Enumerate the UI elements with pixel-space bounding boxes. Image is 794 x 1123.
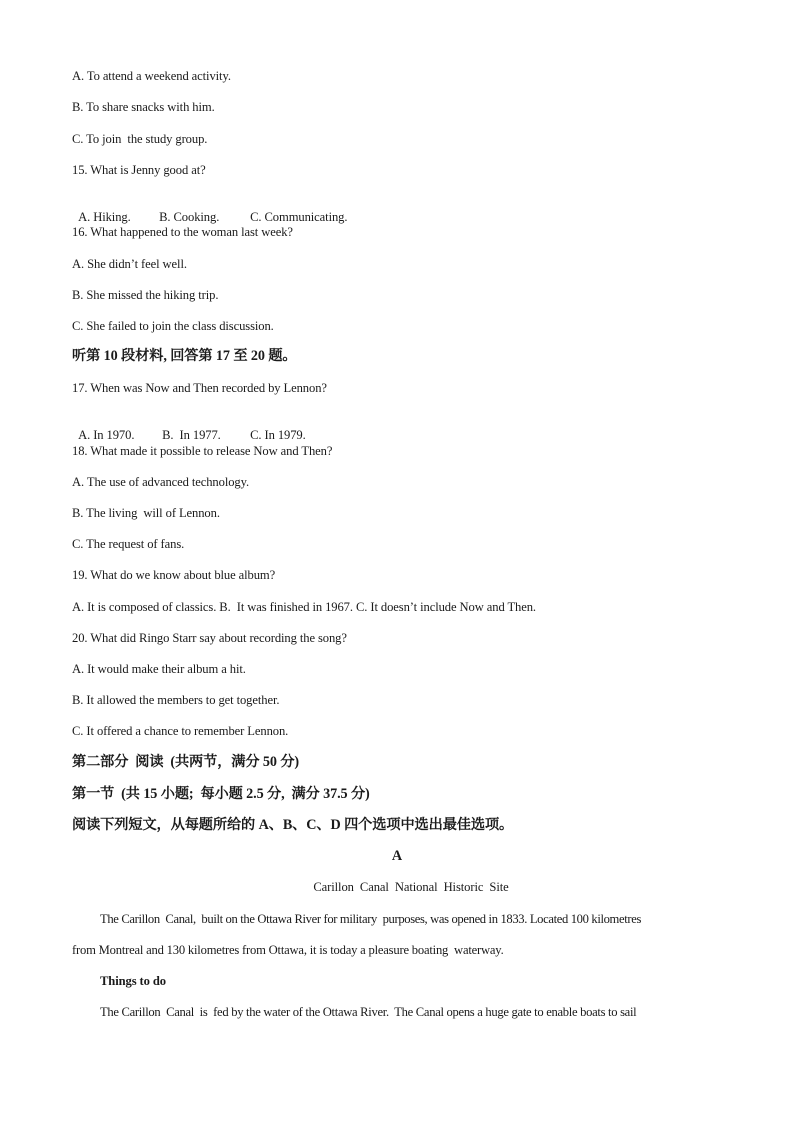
q16-option-a: A. She didn’t feel well. (72, 257, 187, 271)
q16-question: 16. What happened to the woman last week? (72, 225, 293, 239)
q18-option-a: A. The use of advanced technology. (72, 475, 250, 489)
q19-options: A. It is composed of classics. B. It was finished in 1967. C. It doesn’t include Now and Then. (72, 600, 536, 614)
passage-para1-line1: The Carillon Canal, built on the Ottawa River for military purposes, was opened in 1833. Located 100 kilometres (100, 912, 642, 926)
q14-option-c: C. To join the study group. (72, 132, 208, 146)
q16-option-b: B. She missed the hiking trip. (72, 288, 219, 302)
q15-option-c: C. Communicating. (250, 210, 348, 224)
q20-question: 20. What did Ringo Starr say about recording the song? (72, 631, 347, 645)
q15-question: 15. What is Jenny good at? (72, 163, 206, 177)
instructions: 阅读下列短文，从每题所给的 A、B、C、D 四个选项中选出最佳选项。 (72, 817, 514, 833)
q20-option-a: A. It would make their album a hit. (72, 662, 246, 676)
q20-option-c: C. It offered a chance to remember Lennon. (72, 724, 289, 738)
part2-heading: 第二部分 阅读 (共两节，满分 50 分) (72, 754, 300, 770)
q19-question: 19. What do we know about blue album? (72, 568, 276, 582)
passage-title: Carillon Canal National Historic Site (313, 880, 509, 894)
q15-options (72, 193, 347, 225)
passage-letter: A (391, 848, 403, 864)
passage-para2-line1: The Carillon Canal is fed by the water of the Ottawa River. The Canal opens a huge gate to enable boats to sail (100, 1005, 637, 1019)
q14-option-b: B. To share snacks with him. (72, 100, 215, 114)
q15-option-b: B. Cooking. (159, 210, 220, 224)
q14-option-a: A. To attend a weekend activity. (72, 69, 231, 83)
q17-option-b: B. In 1977. (162, 428, 221, 442)
q17-question: 17. When was Now and Then recorded by Lennon? (72, 381, 327, 395)
q16-option-c: C. She failed to join the class discussion. (72, 319, 274, 333)
q18-option-b: B. The living will of Lennon. (72, 506, 220, 520)
q17-option-a: A. In 1970. (78, 428, 135, 442)
passage-para1-line2: from Montreal and 130 kilometres from Ottawa, it is today a pleasure boating waterway. (72, 943, 504, 957)
q18-question: 18. What made it possible to release Now and Then? (72, 444, 333, 458)
passage-subheading: Things to do (100, 974, 166, 988)
q15-option-a: A. Hiking. (78, 210, 131, 224)
q17-options (72, 411, 306, 443)
q18-option-c: C. The request of fans. (72, 537, 185, 551)
q17-option-c: C. In 1979. (250, 428, 306, 442)
q20-option-b: B. It allowed the members to get together. (72, 693, 280, 707)
section1-heading: 第一节 (共 15 小题; 每小题 2.5 分, 满分 37.5 分) (72, 786, 370, 802)
section10-heading: 听第 10 段材料, 回答第 17 至 20 题。 (72, 348, 297, 364)
